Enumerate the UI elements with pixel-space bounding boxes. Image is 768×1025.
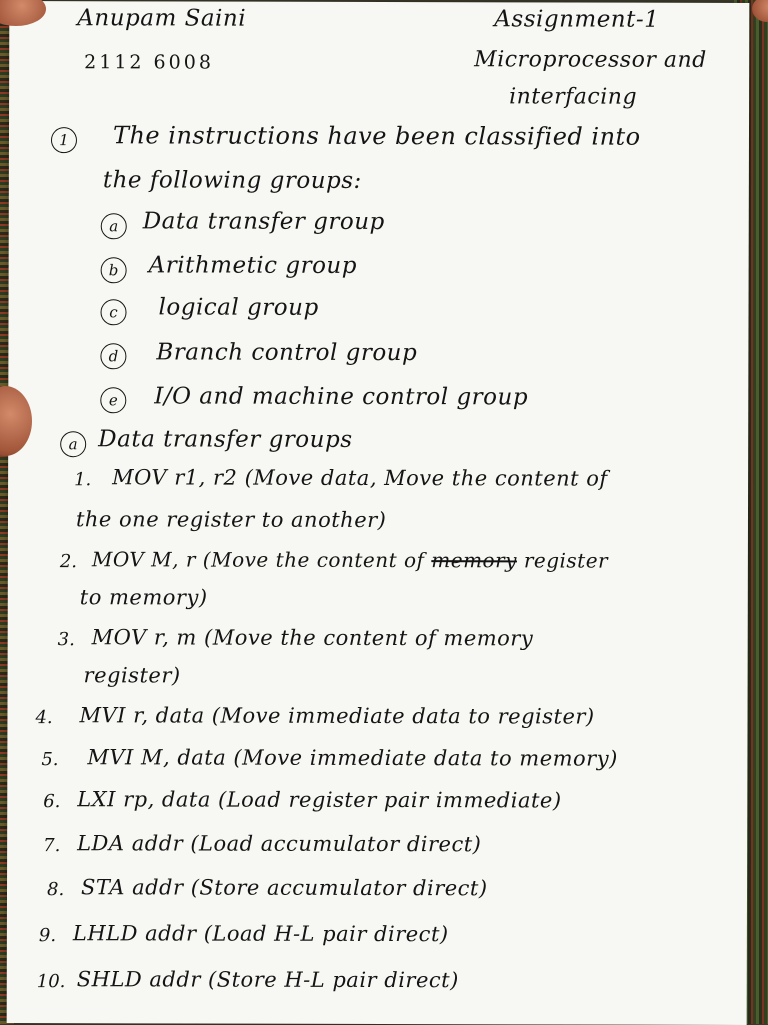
question-line-2: the following groups:	[102, 167, 362, 194]
group-marker: d	[100, 343, 126, 369]
group-marker: a	[101, 213, 127, 239]
group-marker: e	[100, 387, 126, 413]
item-text-part: MOV M, r (Move the content of	[91, 547, 432, 573]
item-number: 6.	[43, 791, 61, 813]
item-line-1: LHLD addr (Load H-L pair direct)	[72, 921, 449, 947]
assignment-title: Assignment-1	[494, 6, 660, 33]
item-number: 9.	[38, 925, 57, 947]
item-number: 8.	[46, 879, 65, 901]
item-line-1: LXI rp, data (Load register pair immediate)	[77, 787, 562, 813]
group-marker: c	[100, 299, 126, 325]
item-line-1: MVI r, data (Move immediate data to register)	[79, 703, 595, 729]
item-line-1: SHLD addr (Store H-L pair direct)	[76, 967, 459, 993]
group-item-text: Branch control group	[156, 339, 418, 367]
item-line-1: STA addr (Store accumulator direct)	[80, 875, 488, 901]
group-item-text: Data transfer group	[142, 208, 385, 236]
item-line-1: MOV r1, r2 (Move data, Move the content of	[112, 465, 608, 491]
item-line-2: register)	[83, 663, 181, 688]
section-title: Data transfer groups	[98, 426, 353, 453]
question-line-1: The instructions have been classified into	[112, 121, 641, 151]
subject-line-1: Microprocessor and	[474, 47, 707, 73]
item-line-1: MVI M, data (Move immediate data to memory)	[87, 745, 618, 771]
group-item-text: Arithmetic group	[148, 252, 358, 279]
struck-word: memory	[431, 548, 518, 573]
item-number: 5.	[41, 749, 59, 771]
student-name: Anupam Saini	[77, 5, 247, 32]
item-line-2: to memory)	[79, 585, 208, 610]
question-number-circle: 1	[51, 127, 77, 153]
group-item-text: logical group	[158, 294, 319, 321]
item-text-part: register	[516, 548, 609, 573]
item-number: 7.	[43, 835, 61, 857]
item-line-1: MOV r, m (Move the content of memory	[91, 625, 534, 651]
group-marker: b	[101, 257, 127, 283]
item-line-2: the one register to another)	[75, 507, 387, 533]
item-line-1: LDA addr (Load accumulator direct)	[77, 831, 482, 857]
subject-line-2: interfacing	[509, 84, 638, 110]
item-line-1	[92, 547, 608, 572]
section-marker: a	[60, 431, 86, 457]
notebook-page	[7, 1, 750, 1025]
roll-number: 2112 6008	[84, 51, 214, 74]
item-number: 10.	[36, 971, 66, 993]
item-number: 2.	[59, 551, 78, 573]
group-item-text: I/O and machine control group	[154, 383, 529, 411]
item-number: 4.	[35, 707, 53, 729]
item-number: 1.	[74, 469, 92, 491]
item-number: 3.	[57, 629, 75, 651]
